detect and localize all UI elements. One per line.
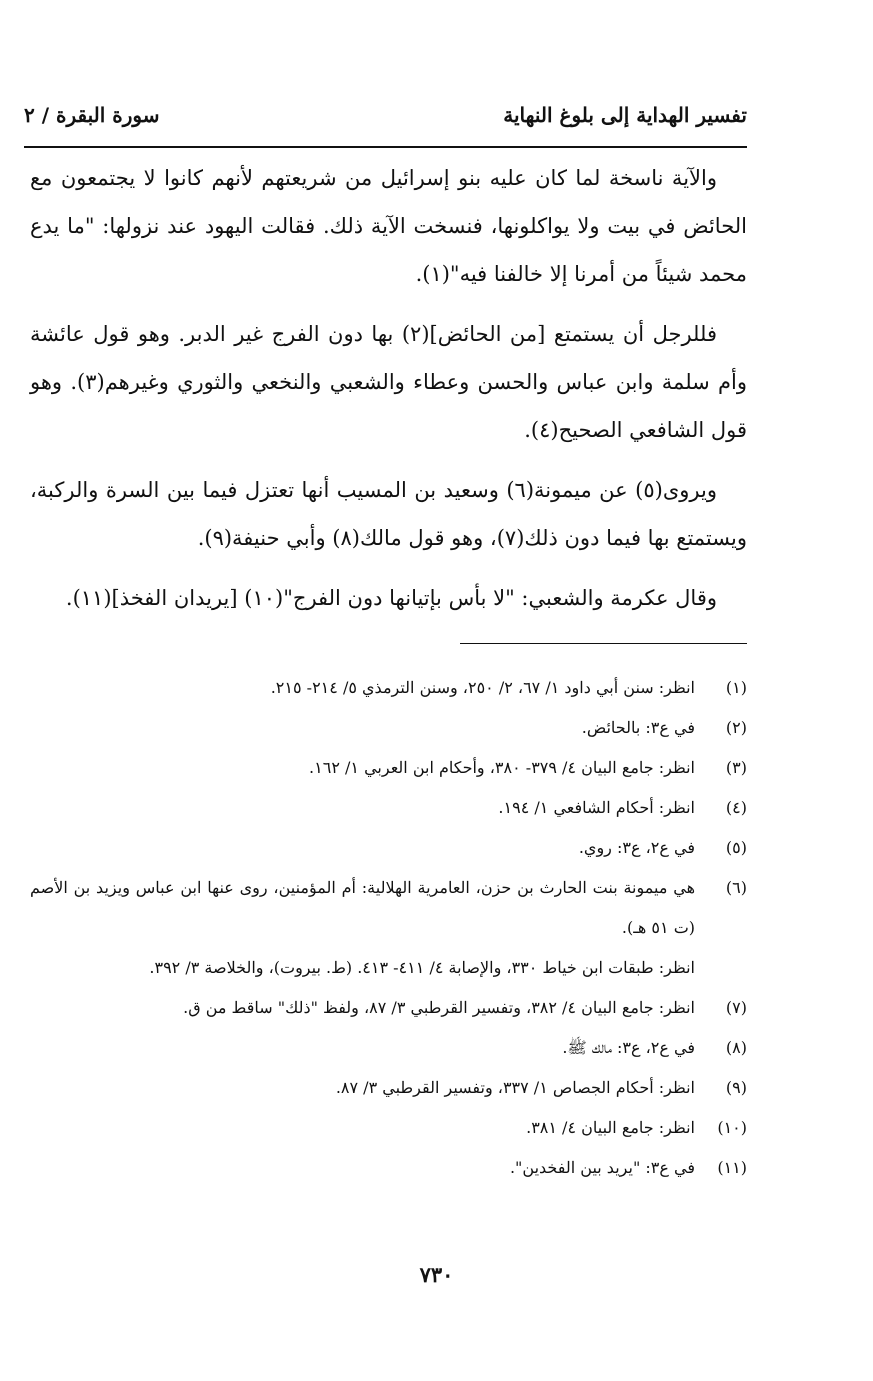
footnote-text: انظر: سنن أبي داود ١/ ٦٧، ٢/ ٢٥٠، وسنن الترمذي ٥/ ٢١٤- ٢١٥.: [270, 678, 695, 697]
footnote: [30, 1108, 747, 1148]
paragraph: ويروى(٥) عن ميمونة(٦) وسعيد بن المسيب أنها تعتزل فيما بين السرة والركبة، ويستمتع بها فيما دون ذلك(٧)، وهو قول مالك(٨) وأبي حنيفة(٩).: [30, 478, 747, 550]
footnote-text: انظر: أحكام الشافعي ١/ ١٩٤.: [498, 798, 695, 817]
footnote-number: (٦): [725, 878, 747, 897]
footnote-continuation: انظر: طبقات ابن خياط ٣٣٠، والإصابة ٤/ ٤١١- ٤١٣. (ط. بيروت)، والخلاصة ٣/ ٣٩٢.: [149, 958, 695, 977]
paragraph: وقال عكرمة والشعبي: "لا بأس بإتيانها دون الفرج"(١٠) [يريدان الفخذ](١١).: [65, 586, 717, 610]
footnote-number: (١): [725, 678, 747, 697]
footnote: [30, 748, 747, 788]
footnotes: [30, 668, 747, 1188]
footnote: [30, 1148, 747, 1188]
footnote: [30, 788, 747, 828]
footnote-number: (٤): [725, 798, 747, 817]
book-title: تفسير الهداية إلى بلوغ النهاية: [503, 103, 747, 127]
footnote-text: في ع٣: "يريد بين الفخدين".: [509, 1158, 695, 1177]
footnote-number: (١٠): [717, 1118, 747, 1137]
footnote: [30, 988, 747, 1028]
footnote: [30, 668, 747, 708]
footnote-text: انظر: جامع البيان ٤/ ٣٨١.: [526, 1118, 695, 1137]
footnote-number: (١١): [717, 1158, 747, 1177]
footnote-number: (٣): [725, 758, 747, 777]
surah-label: سورة البقرة / ٢: [24, 103, 160, 127]
footnote-text: في ع٢، ع٣: مالك ﷺ.: [562, 1038, 695, 1057]
footnote: [30, 708, 747, 748]
footnote: [30, 828, 747, 868]
footnote-number: (٢): [725, 718, 747, 737]
footnote-number: (٥): [725, 838, 747, 857]
footnote-text: انظر: جامع البيان ٤/ ٣٨٢، وتفسير القرطبي ٣/ ٨٧، ولفظ "ذلك" ساقط من ق.: [183, 998, 695, 1017]
footnote-number: (٩): [725, 1078, 747, 1097]
header-rule: [24, 146, 747, 148]
footnote-text: في ع٣: بالحائض.: [581, 718, 695, 737]
paragraph: فللرجل أن يستمتع [من الحائض](٢) بها دون الفرج غير الدبر. وهو قول عائشة وأم سلمة وابن عباس والحسن وعطاء والشعبي والنخعي والثوري وغيرهم(٣). وهو قول الشافعي الصحيح(٤).: [30, 322, 748, 442]
main-text: [30, 154, 747, 634]
footnote-text: انظر: أحكام الجصاص ١/ ٣٣٧، وتفسير القرطبي ٣/ ٨٧.: [335, 1078, 695, 1097]
footnote-text: في ع٢، ع٣: روي.: [578, 838, 695, 857]
paragraph: والآية ناسخة لما كان عليه بنو إسرائيل من شريعتهم لأنهم كانوا لا يجتمعون مع الحائض في بيت ولا يواكلونها، فنسخت الآية ذلك. فقالت اليهود عند نزولها: "ما يدع محمد شيئاً من أمرنا إلا خالفنا فيه"(١).: [30, 166, 747, 286]
footnote: [30, 868, 747, 948]
footnote-text: انظر: جامع البيان ٤/ ٣٧٩- ٣٨٠، وأحكام ابن العربي ١/ ١٦٢.: [309, 758, 695, 777]
footnote-text: هي ميمونة بنت الحارث بن حزن، العامرية الهلالية: أم المؤمنين، روى عنها ابن عباس ويزيد بن الأصم (ت ٥١ هـ).: [30, 878, 695, 937]
footnote-number: (٧): [725, 998, 747, 1017]
footnote: [30, 1028, 747, 1068]
footnote-separator: [460, 643, 747, 644]
footnote: [30, 1068, 747, 1108]
page-number: ٧٣٠: [419, 1262, 454, 1287]
footnote-number: (٨): [725, 1038, 747, 1057]
running-header: [24, 95, 747, 135]
